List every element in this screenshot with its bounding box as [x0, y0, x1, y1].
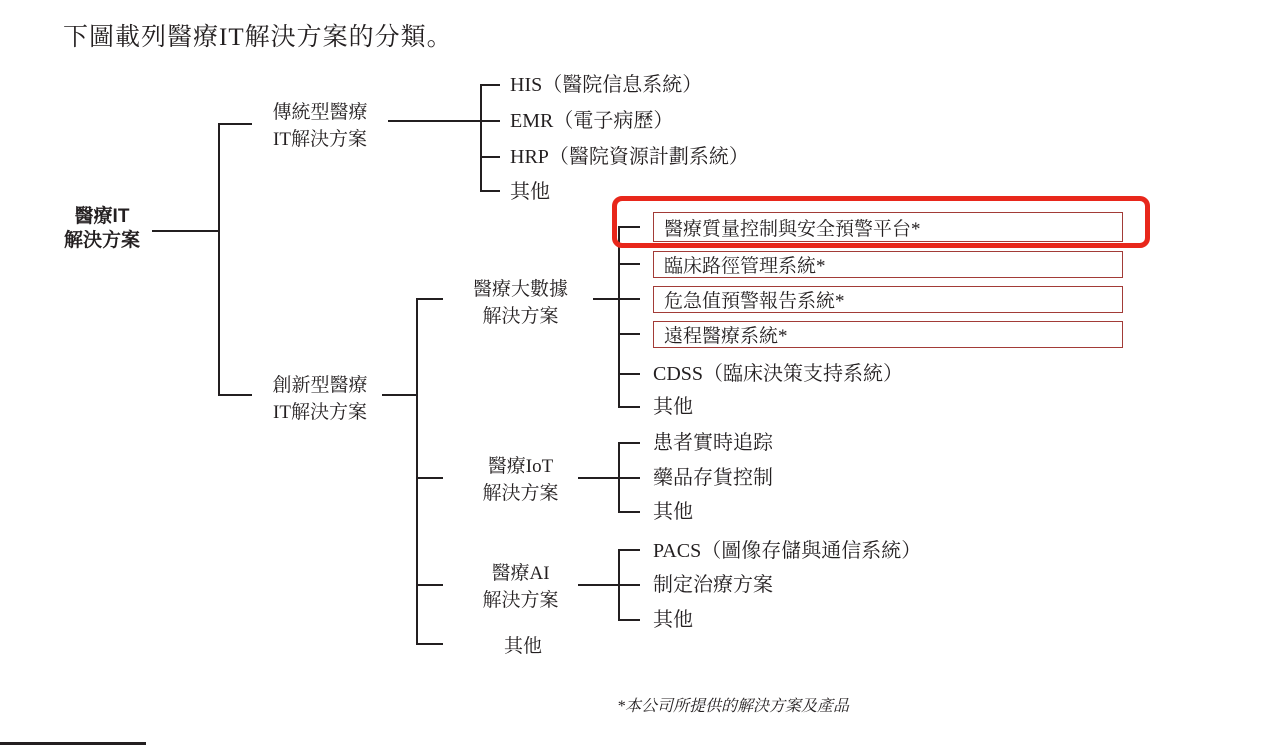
his-tick-line	[482, 84, 500, 86]
traditional-connector-line	[388, 120, 482, 122]
traditional-tick-line	[220, 123, 252, 125]
root-connector-line	[152, 230, 218, 232]
boxed-leaf-critical-value: 危急值預警報告系統*	[653, 286, 1123, 313]
leaf-traditional-other: 其他	[510, 181, 550, 203]
node-ai-line1: 醫療AI	[491, 563, 550, 584]
boxed-leaf-telemedicine: 遠程醫療系統*	[653, 321, 1123, 348]
leaf-hrp: HRP（醫院資源計劃系統）	[510, 146, 749, 168]
iot-other-tick-line	[620, 511, 640, 513]
leaf-pacs: PACS（圖像存儲與通信系統）	[653, 540, 922, 562]
leaf-cdss: CDSS（臨床決策支持系統）	[653, 363, 904, 385]
node-traditional-line2: IT解決方案	[273, 129, 367, 150]
innovative-tick-line	[220, 394, 252, 396]
node-bigdata	[448, 276, 593, 330]
cdss-tick-line	[620, 373, 640, 375]
boxed-leaf-clinical-pathway: 臨床路徑管理系統*	[653, 251, 1123, 278]
critical-value-tick-line	[620, 298, 640, 300]
node-iot-line1: 醫療IoT	[487, 456, 554, 477]
root-node-line2: 解決方案	[63, 230, 140, 251]
bigdata-other-tick-line	[620, 406, 640, 408]
bigdata-connector-line	[593, 298, 618, 300]
traditional-children-vertical-line	[480, 84, 482, 192]
bigdata-tick-line	[418, 298, 443, 300]
page-footer-rule	[0, 742, 146, 745]
clinical-pathway-tick-line	[620, 263, 640, 265]
node-bigdata-line2: 解決方案	[482, 306, 559, 327]
node-iot	[448, 453, 593, 507]
ai-other-tick-line	[620, 619, 640, 621]
diagram-title: 下圖載列醫療IT解決方案的分類。	[63, 24, 453, 51]
node-bigdata-line1: 醫療大數據	[472, 279, 568, 300]
level1-vertical-line	[218, 123, 220, 396]
leaf-his: HIS（醫院信息系統）	[510, 74, 703, 96]
ai-tick-line	[418, 584, 443, 586]
innovative-children-vertical-line	[416, 298, 418, 645]
hrp-tick-line	[482, 156, 500, 158]
innovative-other-tick-line	[418, 643, 443, 645]
leaf-drug-inventory: 藥品存貨控制	[653, 467, 773, 489]
bigdata-children-vertical-line	[618, 226, 620, 408]
footnote: *本公司所提供的解決方案及產品	[617, 698, 850, 715]
root-node-line1: 醫療IT	[74, 206, 130, 227]
leaf-ai-other: 其他	[653, 609, 693, 631]
leaf-iot-other: 其他	[653, 501, 693, 523]
boxed-leaf-quality-platform: 醫療質量控制與安全預警平台*	[653, 212, 1123, 242]
leaf-bigdata-other: 其他	[653, 396, 693, 418]
traditional-other-tick-line	[482, 190, 500, 192]
node-traditional	[255, 99, 385, 153]
node-ai	[448, 560, 593, 614]
leaf-innovative-other: 其他	[504, 636, 543, 657]
leaf-patient-tracking: 患者實時追踪	[653, 432, 773, 454]
node-traditional-line1: 傳統型醫療	[272, 102, 368, 123]
innovative-connector-line	[382, 394, 418, 396]
node-innovative-line1: 創新型醫療	[272, 375, 368, 396]
node-innovative-line2: IT解決方案	[273, 402, 367, 423]
patient-tracking-tick-line	[620, 442, 640, 444]
leaf-treatment-plan: 制定治療方案	[653, 574, 773, 596]
node-innovative	[255, 372, 385, 426]
telemedicine-tick-line	[620, 333, 640, 335]
emr-tick-line	[482, 120, 500, 122]
drug-inventory-tick-line	[620, 477, 640, 479]
node-ai-line2: 解決方案	[482, 590, 559, 611]
pacs-tick-line	[620, 549, 640, 551]
node-iot-line2: 解決方案	[482, 483, 559, 504]
treatment-plan-tick-line	[620, 584, 640, 586]
root-node	[50, 205, 154, 253]
leaf-emr: EMR（電子病歷）	[510, 110, 674, 132]
iot-tick-line	[418, 477, 443, 479]
